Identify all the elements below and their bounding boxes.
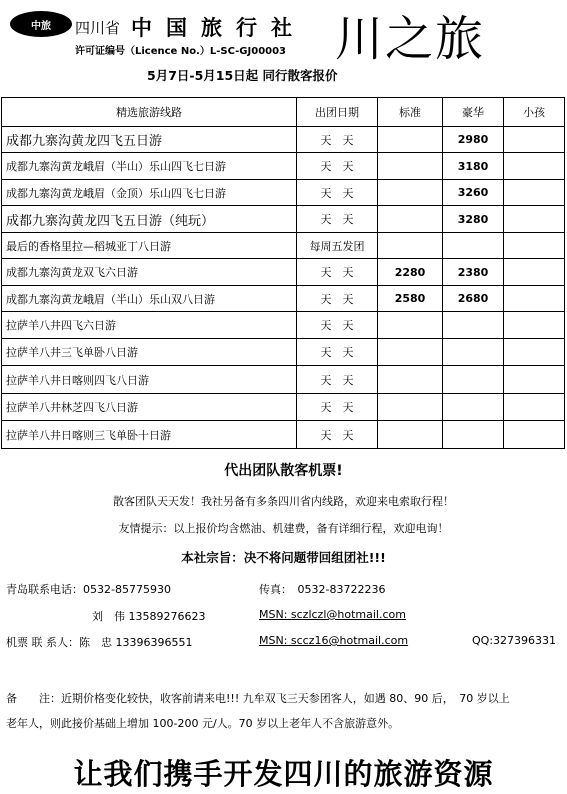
luxury-price-cell: 3260	[443, 180, 504, 206]
bottom-slogan: 让我们携手开发四川的旅游资源	[73, 757, 494, 791]
luxury-price-cell	[443, 233, 504, 259]
friendly-tip: 友情提示：以上报价均含燃油、机建费，备有详细行程，欢迎电询！	[118, 522, 449, 535]
route-name-cell: 拉萨羊八井日喀则三飞单卧十日游	[2, 421, 297, 449]
departure-date-cell: 天 天	[297, 286, 378, 312]
luxury-price-cell	[443, 421, 504, 449]
standard-price-cell	[378, 233, 443, 259]
departure-date-cell: 天 天	[297, 127, 378, 153]
table-row	[2, 127, 565, 153]
table-row	[2, 421, 565, 449]
table-row	[2, 180, 565, 206]
table-row	[2, 153, 565, 180]
ticket-service-heading: 代出团队散客机票!	[224, 463, 343, 479]
table-row	[2, 366, 565, 394]
standard-price-cell	[378, 206, 443, 233]
standard-price-cell	[378, 153, 443, 180]
departure-date-cell: 天 天	[297, 394, 378, 421]
route-name-cell: 成都九寨沟黄龙峨眉（半山）乐山四飞七日游	[2, 153, 297, 180]
departure-date-cell: 天 天	[297, 312, 378, 339]
route-name-cell: 成都九寨沟黄龙峨眉（金顶）乐山四飞七日游	[2, 180, 297, 206]
agency-name: 中国旅行社	[131, 15, 306, 40]
route-name-cell: 最后的香格里拉—稻城亚丁八日游	[2, 233, 297, 259]
child-price-cell	[504, 180, 565, 206]
luxury-price-cell: 2680	[443, 286, 504, 312]
contact-liu: 刘 伟 13589276623	[92, 610, 206, 623]
luxury-price-cell	[443, 312, 504, 339]
table-header-row	[2, 98, 565, 127]
route-name-cell: 拉萨羊八井日喀则四飞八日游	[2, 366, 297, 394]
departure-date-cell: 天 天	[297, 421, 378, 449]
departure-date-cell: 天 天	[297, 366, 378, 394]
qq-number: QQ:327396331	[472, 634, 557, 647]
table-row	[2, 312, 565, 339]
child-price-cell	[504, 259, 565, 286]
brand-calligraphy: 川之旅	[335, 11, 486, 67]
col-header-child: 小孩	[504, 98, 565, 127]
msn-link-2[interactable]: MSN: sccz16@hotmail.com	[259, 634, 409, 647]
route-name-cell: 拉萨羊八井三飞单卧八日游	[2, 339, 297, 366]
company-motto: 本社宗旨：决不将问题带回组团社!!!	[181, 550, 386, 565]
province-label: 四川省	[75, 19, 121, 37]
standard-price-cell	[378, 366, 443, 394]
remarks-line-1: 备 注：近期价格变化较快，收客前请来电!!! 九牟双飞三天参团客人，如遇 80、90 后， 70 岁以上	[6, 692, 510, 705]
departure-date-cell: 天 天	[297, 153, 378, 180]
table-row	[2, 259, 565, 286]
luxury-price-cell: 2380	[443, 259, 504, 286]
child-price-cell	[504, 339, 565, 366]
child-price-cell	[504, 394, 565, 421]
col-header-luxury: 豪华	[443, 98, 504, 127]
col-header-route: 精选旅游线路	[2, 98, 297, 127]
qingdao-phone: 青岛联系电话：0532-85775930	[6, 583, 171, 596]
table-row	[2, 206, 565, 233]
standard-price-cell	[378, 394, 443, 421]
child-price-cell	[504, 312, 565, 339]
standard-price-cell	[378, 339, 443, 366]
standard-price-cell	[378, 312, 443, 339]
departure-date-cell: 天 天	[297, 206, 378, 233]
route-name-cell: 成都九寨沟黄龙四飞五日游	[2, 127, 297, 153]
luxury-price-cell	[443, 394, 504, 421]
route-name-cell: 拉萨羊八井四飞六日游	[2, 312, 297, 339]
table-row	[2, 286, 565, 312]
child-price-cell	[504, 421, 565, 449]
route-price-table	[1, 97, 565, 449]
child-price-cell	[504, 233, 565, 259]
luxury-price-cell: 3280	[443, 206, 504, 233]
route-name-cell: 成都九寨沟黄龙双飞六日游	[2, 259, 297, 286]
child-price-cell	[504, 127, 565, 153]
standard-price-cell	[378, 421, 443, 449]
child-price-cell	[504, 286, 565, 312]
msn-link-1[interactable]: MSN: sczlczl@hotmail.com	[259, 608, 406, 621]
daily-departure-note: 散客团队天天发！我社另备有多条四川省内线路，欢迎来电索取行程！	[113, 495, 454, 508]
ticket-contact: 机票 联 系人：陈 忠 13396396551	[6, 636, 193, 649]
col-header-date: 出团日期	[297, 98, 378, 127]
licence-number: 许可证编号（Licence No.）L-SC-GJ00003	[75, 46, 287, 57]
departure-date-cell: 天 天	[297, 339, 378, 366]
luxury-price-cell	[443, 366, 504, 394]
fax-number: 传真： 0532-83722236	[259, 583, 386, 596]
standard-price-cell: 2280	[378, 259, 443, 286]
agency-logo	[10, 11, 72, 37]
child-price-cell	[504, 206, 565, 233]
luxury-price-cell: 3180	[443, 153, 504, 180]
departure-date-cell: 天 天	[297, 259, 378, 286]
standard-price-cell	[378, 180, 443, 206]
child-price-cell	[504, 153, 565, 180]
luxury-price-cell: 2980	[443, 127, 504, 153]
logo-text: 中旅	[31, 20, 51, 32]
child-price-cell	[504, 366, 565, 394]
route-name-cell: 成都九寨沟黄龙四飞五日游（纯玩）	[2, 206, 297, 233]
route-name-cell: 拉萨羊八井林芝四飞八日游	[2, 394, 297, 421]
standard-price-cell	[378, 127, 443, 153]
price-list-subtitle: 5月7日-5月15日起 同行散客报价	[147, 68, 338, 83]
table-row	[2, 233, 565, 259]
departure-date-cell: 每周五发团	[297, 233, 378, 259]
route-name-cell: 成都九寨沟黄龙峨眉（半山）乐山双八日游	[2, 286, 297, 312]
table-row	[2, 339, 565, 366]
luxury-price-cell	[443, 339, 504, 366]
table-row	[2, 394, 565, 421]
standard-price-cell: 2580	[378, 286, 443, 312]
departure-date-cell: 天 天	[297, 180, 378, 206]
remarks-line-2: 老年人，则此接价基础上增加 100-200 元/人。70 岁以上老年人不含旅游意外。	[6, 717, 400, 730]
col-header-standard: 标准	[378, 98, 443, 127]
